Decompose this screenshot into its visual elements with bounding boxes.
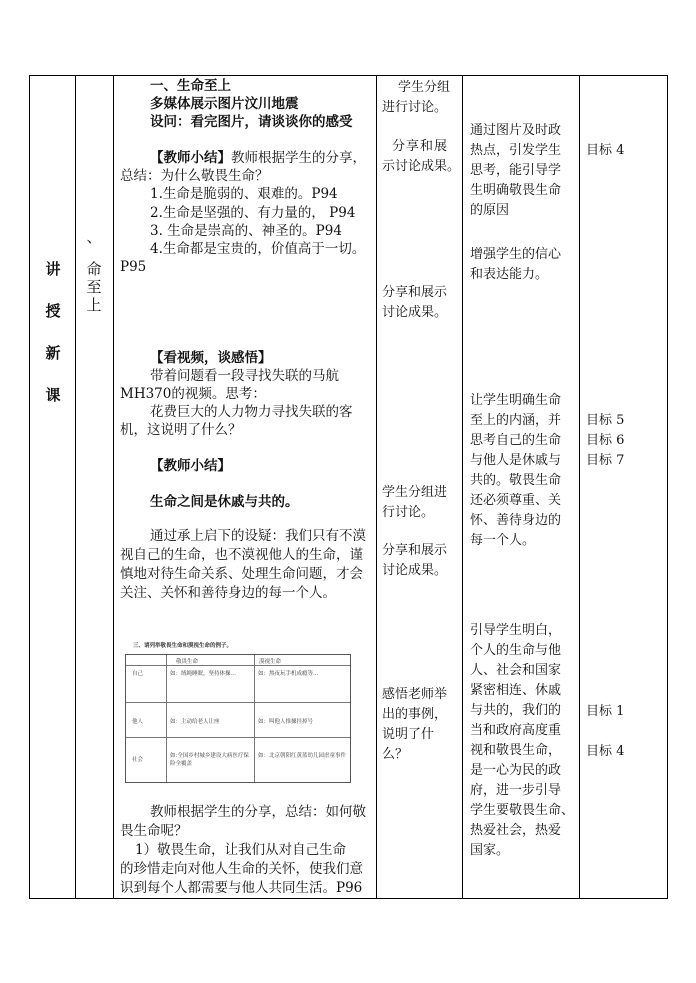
- intent-d-line-4: 紧密相连、休戚: [470, 683, 562, 698]
- conclusion-line-2: 畏生命呢？: [120, 823, 188, 839]
- video-line-3: 花费巨大的人力物力寻找失联的客: [150, 404, 353, 420]
- intent-c-line-3: 思考自己的生命: [470, 433, 562, 448]
- example-table-hline-3: [126, 737, 350, 738]
- intent-c-line-5: 共的。敬畏生命: [470, 473, 562, 488]
- conclusion-line-1: 教师根据学生的分享，总结：如何敬: [150, 804, 366, 820]
- example-table-hline-2: [126, 702, 350, 703]
- student-f-line-4: 么？: [382, 747, 409, 762]
- conclusion-line-5: 识到每个人都需要与他人共同生活。P96: [120, 880, 363, 896]
- intent-d-line-10: 学生要敬畏生命、: [470, 803, 575, 818]
- transition-line-3: 慎地对待生命关系、处理生命问题，才会: [120, 566, 363, 582]
- topic-char-2: 至: [86, 278, 102, 296]
- conclusion-line-4: 的珍惜走向对他人生命的关怀，使我们意: [120, 861, 363, 877]
- section-char-2: 授: [45, 302, 61, 320]
- intent-c-line-8: 每一个人。: [470, 533, 536, 548]
- topic-char-3: 上: [86, 296, 102, 314]
- topic-char-1: 命: [86, 260, 102, 278]
- example-table-vline-1: [166, 655, 167, 782]
- topic-punct: 、: [86, 228, 102, 246]
- point-4: 4.生命都是宝贵的，价值高于一切。: [150, 241, 366, 257]
- intent-a-line-4: 生明确敬畏生命: [470, 183, 562, 198]
- summary-1-line-1: [150, 149, 366, 167]
- goal-1: 目标 1: [586, 704, 625, 719]
- summary-2-bold: 生命之间是休戚与共的。: [150, 494, 299, 510]
- student-d-line-2: 行讨论。: [382, 505, 435, 520]
- col-border-2: [113, 75, 114, 899]
- conclusion-line-3: 1）敬畏生命，让我们从对自己生命: [135, 842, 347, 858]
- heading-question: 设问：看完图片，请谈谈你的感受: [150, 114, 353, 130]
- example-row-others-respect: 如：主动给老人让座: [170, 719, 220, 725]
- example-row-others-label: 他人: [132, 719, 144, 725]
- example-header-respect: 敬畏生命: [176, 659, 199, 665]
- table-top-border: [29, 75, 668, 76]
- student-b-line-1: 分享和展: [392, 139, 449, 154]
- example-table-hline-1: [126, 665, 350, 666]
- student-b-line-2: 示讨论成果。: [382, 159, 461, 174]
- example-row-others-neglect: 如：叫他人推搡挂掉号: [258, 719, 314, 725]
- example-table-title: 三、请列举敬畏生命和漠视生命的例子。: [133, 643, 233, 649]
- video-tag: 【看视频，谈感悟】: [150, 350, 272, 366]
- intent-a-line-1: 通过图片及时政: [470, 123, 562, 138]
- transition-line-4: 关注、关怀和善待身边的每一个人。: [120, 585, 336, 601]
- video-line-1: 带着问题看一段寻找失联的马航: [150, 368, 339, 384]
- col-border-4: [462, 75, 463, 899]
- example-row-self-neglect: 如：熬夜玩手机成瘾等…: [258, 671, 319, 677]
- intent-c-line-6: 还必须尊重、关: [470, 493, 562, 508]
- example-table-vline-2: [254, 655, 255, 782]
- intent-d-line-3: 人、社会和国家: [470, 663, 562, 678]
- summary-2-tag: 【教师小结】: [150, 458, 231, 474]
- intent-b-line-1: 增强学生的信心: [470, 247, 562, 262]
- student-a-line-1: 学生分组: [398, 80, 451, 95]
- col-border-3: [376, 75, 377, 899]
- intent-d-line-8: 是一心为民的政: [470, 763, 562, 778]
- student-f-line-3: 说明了什: [382, 727, 435, 742]
- transition-line-1: 通过承上启下的设疑：我们只有不漠: [150, 528, 366, 544]
- summary-1-tag: 【教师小结】: [150, 150, 231, 166]
- student-a-line-2: 进行讨论。: [382, 100, 448, 115]
- intent-d-line-12: 国家。: [470, 843, 510, 858]
- intent-a-line-3: 思考，能引导学: [470, 163, 562, 178]
- point-4-page: P95: [120, 259, 147, 275]
- intent-c-line-7: 怀、善待身边的: [470, 513, 562, 528]
- col-border-6: [667, 75, 668, 899]
- example-table-title-area: [123, 640, 351, 650]
- example-row-society-respect: 如:全国乡村城乡建设大病医疗保险全覆盖: [170, 753, 249, 767]
- intent-a-line-5: 的原因: [470, 203, 510, 218]
- point-1: 1.生命是脆弱的、艰难的。P94: [150, 186, 338, 202]
- intent-d-line-11: 热爱社会，热爱: [470, 823, 562, 838]
- goal-6: 目标 6: [586, 433, 625, 448]
- goal-4-first: 目标 4: [586, 143, 625, 158]
- intent-d-line-2: 个人的生命与他: [470, 643, 562, 658]
- summary-1-text: 教师根据学生的分享，: [231, 150, 366, 166]
- example-table-grid: [125, 654, 351, 783]
- student-c-line-2: 讨论成果。: [382, 305, 448, 320]
- intent-d-line-7: 视和敬畏生命，: [470, 743, 562, 758]
- col-border-5: [579, 75, 580, 899]
- example-table-image: [123, 640, 353, 785]
- intent-d-line-5: 与共的，我们的: [470, 703, 562, 718]
- video-line-4: 机，这说明了什么？: [120, 422, 242, 438]
- col-border-0: [29, 75, 30, 899]
- intent-d-line-6: 当和政府高度重: [470, 723, 562, 738]
- student-f-line-1: 感悟老师举: [382, 687, 448, 702]
- student-c-line-1: 分享和展示: [382, 285, 448, 300]
- point-3: 3. 生命是崇高的、神圣的。P94: [150, 223, 342, 239]
- section-char-3: 新: [45, 344, 61, 362]
- example-header-neglect: 漠视生命: [259, 659, 282, 665]
- video-line-2: MH370的视频。思考：: [120, 386, 266, 402]
- student-e-line-1: 分享和展示: [382, 543, 448, 558]
- example-row-society-neglect: 如：北京朝阳红黄蓝幼儿园虐童事件: [258, 753, 347, 759]
- heading-life-first: 一、生命至上: [150, 78, 231, 94]
- table-bottom-border: [29, 898, 668, 899]
- intent-c-line-4: 与他人是休戚与: [470, 453, 562, 468]
- goal-4-second: 目标 4: [586, 744, 625, 759]
- student-e-line-2: 讨论成果。: [382, 563, 448, 578]
- col-border-1: [75, 75, 76, 899]
- intent-d-line-1: 引导学生明白，: [470, 623, 562, 638]
- intent-c-line-1: 让学生明确生命: [470, 393, 562, 408]
- intent-b-line-2: 和表达能力。: [470, 267, 549, 282]
- example-row-self-label: 自己: [132, 671, 144, 677]
- intent-c-line-2: 至上的内涵，并: [470, 413, 562, 428]
- heading-multimedia: 多媒体展示图片汶川地震: [150, 96, 299, 112]
- example-row-society-label: 社会: [132, 757, 144, 763]
- point-2: 2.生命是坚强的、有力量的， P94: [150, 205, 356, 221]
- student-f-line-2: 出的事例，: [382, 707, 448, 722]
- student-d-line-1: 学生分组进: [382, 485, 448, 500]
- intent-a-line-2: 热点，引发学生: [470, 143, 562, 158]
- goal-5: 目标 5: [586, 413, 625, 428]
- goal-7: 目标 7: [586, 453, 625, 468]
- section-char-4: 课: [45, 386, 61, 404]
- section-char-1: 讲: [45, 260, 61, 278]
- intent-d-line-9: 府，进一步引导: [470, 783, 562, 798]
- transition-line-2: 视自己的生命，也不漠视他人的生命，谨: [120, 547, 363, 563]
- summary-1-line-2: 总结：为什么敬畏生命？: [120, 168, 269, 184]
- example-row-self-respect: 如：绒绳睡眠，坚持体操…: [170, 671, 237, 677]
